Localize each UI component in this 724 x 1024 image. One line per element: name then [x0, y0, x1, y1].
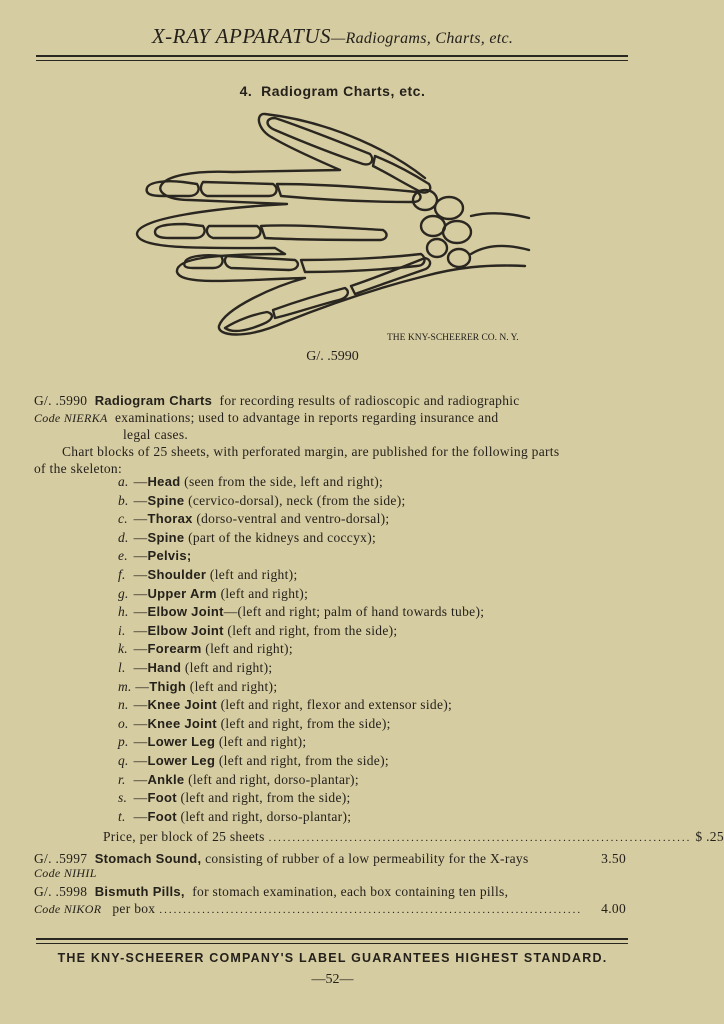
list-item: h. —Elbow Joint—(left and right; palm of hand towards tube); [118, 604, 485, 620]
carpal-bone-4 [443, 221, 471, 243]
item-5990-desc-line3: legal cases. [123, 427, 189, 442]
index-metacarpal [261, 225, 386, 240]
middle-metacarpal [277, 184, 420, 202]
list-item: s. —Foot (left and right, from the side); [118, 790, 351, 806]
carpal-bone-6 [448, 249, 470, 267]
list-item: e. —Pelvis; [118, 548, 192, 564]
list-item: n. —Knee Joint (left and right, flexor and extensor side); [118, 697, 453, 713]
list-item: i. —Elbow Joint (left and right, from the side); [118, 622, 398, 638]
list-item: a. —Head (seen from the side, left and right); [118, 474, 384, 489]
carpal-bone-3 [421, 216, 445, 236]
list-item: t. —Foot (left and right, dorso-plantar); [118, 808, 352, 824]
item-5998-line1 [34, 883, 508, 900]
item-5990-price: $ .25 [695, 829, 724, 844]
list-item: f. —Shoulder (left and right); [118, 566, 298, 582]
item-5990-number: G/. .5990 [34, 393, 88, 408]
ring-phalanx-2 [225, 256, 298, 270]
thumb-metacarpal [351, 258, 430, 294]
list-item: q. —Lower Leg (left and right, from the side); [118, 752, 389, 768]
item-5990-price-line [103, 828, 724, 847]
item-5998-number: G/. .5998 [34, 884, 88, 899]
item-5998-code: Code NIKOR [34, 902, 102, 916]
section-title-text: Radiogram Charts, etc. [261, 83, 426, 99]
item-5990-intro-line1: Chart blocks of 25 sheets, with perforated margin, are published for the following parts [62, 444, 560, 459]
ring-metacarpal [301, 254, 424, 272]
list-item: l. —Hand (left and right); [118, 659, 273, 675]
footer-guarantee: THE KNY-SCHEERER COMPANY'S LABEL GUARANTEES HIGHEST STANDARD. [57, 951, 608, 965]
list-item: b. —Spine (cervico-dorsal), neck (from the side); [118, 492, 406, 508]
list-item: g. —Upper Arm (left and right); [118, 585, 309, 601]
section-number: 4. [239, 83, 253, 99]
footer-rule-thick [36, 938, 628, 940]
list-item: o. —Knee Joint (left and right, from the side); [118, 715, 391, 731]
item-5990-intro-line2: of the skeleton: [34, 461, 123, 476]
list-item: d. —Spine (part of the kidneys and coccyx); [118, 529, 377, 545]
list-item: r. —Ankle (left and right, dorso-plantar); [118, 771, 359, 787]
figure-caption: G/. .5990 [306, 349, 359, 364]
middle-phalanx-2 [201, 182, 277, 196]
index-phalanx-1 [155, 224, 205, 238]
item-5998-desc: for stomach examination, each box containing ten pills, [192, 884, 509, 899]
carpal-bone-2 [435, 197, 463, 219]
item-5998-line2 [34, 900, 626, 919]
item-5997-code: Code NIHIL [34, 866, 97, 880]
item-5998-price: 4.00 [601, 901, 626, 916]
header-rule-thin [36, 60, 628, 61]
item-5997-price: 3.50 [601, 851, 626, 866]
radius-bone [471, 213, 529, 218]
list-item: c. —Thorax (dorso-ventral and ventro-dorsal); [118, 511, 390, 527]
item-5997-desc: consisting of rubber of a low permeability for the X-rays [205, 851, 529, 866]
item-5990-desc-line2: examinations; used to advantage in reports regarding insurance and [114, 410, 499, 425]
item-5998-name: Bismuth Pills, [94, 884, 185, 899]
item-5990-code: Code NIERKA [34, 411, 108, 425]
item-5997-name: Stomach Sound, [94, 851, 202, 866]
figure-maker-label: THE KNY-SCHEERER CO. N. Y. [387, 333, 519, 343]
item-5990-line1 [34, 392, 520, 409]
middle-phalanx-1 [147, 181, 199, 196]
ulna-bone [471, 246, 529, 254]
hand-skeleton-figure [125, 108, 535, 343]
item-5990-line2 [34, 409, 498, 427]
item-5997-line1 [34, 850, 626, 867]
list-item: k. —Forearm (left and right); [118, 641, 293, 657]
list-item: m. —Thigh (left and right); [118, 678, 278, 694]
page-header [0, 24, 665, 49]
item-5997-number: G/. .5997 [34, 851, 88, 866]
index-phalanx-2 [207, 226, 261, 238]
page-number: —52— [311, 972, 354, 987]
item-5990-name: Radiogram Charts [94, 393, 213, 408]
item-5990-desc-line1: for recording results of radioscopic and radiographic [219, 393, 520, 408]
list-item: p. —Lower Leg (left and right); [118, 734, 307, 750]
section-title [0, 83, 665, 99]
header-subtitle: —Radiograms, Charts, etc. [331, 30, 514, 47]
carpal-bone-5 [427, 239, 447, 257]
leader-dots: ......................................................................................... [159, 904, 583, 916]
leader-dots: ......................................................................................... [268, 832, 692, 844]
footer-rule-thin [36, 943, 628, 944]
item-5990-price-label: Price, per block of 25 sheets [103, 829, 265, 844]
item-5998-per: per box [112, 901, 156, 916]
header-rule-thick [36, 55, 628, 57]
skeleton-parts-list [118, 474, 484, 827]
thumb-bone-distal [225, 312, 272, 331]
header-title: X-RAY APPARATUS [151, 24, 332, 48]
